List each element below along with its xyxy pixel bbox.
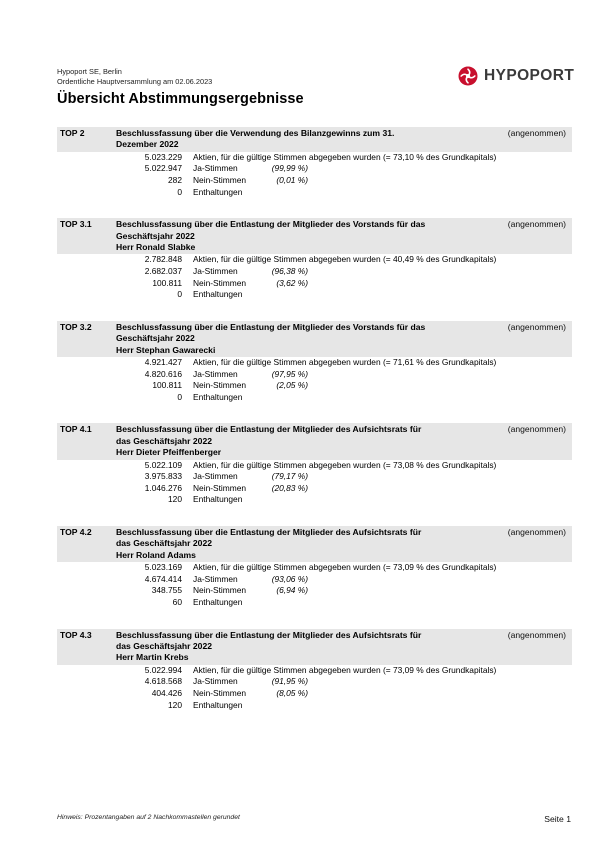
agenda-item-title-line: Beschlussfassung über die Entlastung der Mitglieder des Vorstands für das [116,321,426,332]
meeting-name: Ordentliche Hauptversammlung am 02.06.2023 [57,76,213,86]
vote-count: 5.023.229 [144,151,182,162]
vote-label: Enthaltungen [193,289,243,300]
vote-row [57,483,572,495]
company-name: Hypoport SE, Berlin [57,67,122,76]
agenda-item-header [57,321,572,357]
vote-count: 120 [168,699,182,710]
vote-row [57,175,572,187]
agenda-item-title [116,527,498,561]
vote-label: Aktien, für die gültige Stimmen abgegeben wurden (= 73,08 % des Grundkapitals) [193,459,497,470]
agenda-item-status: (angenommen) [507,219,566,230]
logo-mark-icon [458,66,478,86]
agenda-item [57,321,572,404]
vote-count: 5.022.109 [144,459,182,470]
vote-rows [57,152,572,198]
page-title: Übersicht Abstimmungsergebnisse [57,91,304,107]
agenda-item-title-line: Beschlussfassung über die Entlastung der Mitglieder des Aufsichtsrats für [116,526,422,537]
agenda-item-title-line: Herr Martin Krebs [116,652,189,663]
agenda-item [57,526,572,609]
vote-row [57,392,572,404]
voting-results-list [57,127,572,731]
agenda-item-title [116,322,498,356]
vote-count: 2.782.848 [144,254,182,265]
vote-count: 4.674.414 [144,573,182,584]
vote-row [57,369,572,381]
agenda-item-header [57,127,572,152]
agenda-item-title-line: das Geschäftsjahr 2022 [116,538,213,549]
vote-percentage: (20,83 %) [271,482,308,493]
vote-row [57,266,572,278]
page-number: Seite 1 [544,814,571,824]
vote-label: Ja-Stimmen [193,368,238,379]
vote-row [57,460,572,472]
agenda-item [57,423,572,506]
vote-percentage: (91,95 %) [271,676,308,687]
vote-row [57,380,572,392]
agenda-item-title-line: Beschlussfassung über die Verwendung des Bilanzgewinns zum 31. [116,128,395,138]
vote-count: 348.755 [151,585,182,596]
agenda-item-header [57,218,572,254]
vote-percentage: (3,62 %) [276,277,308,288]
vote-row [57,688,572,700]
vote-percentage: (99,99 %) [271,163,308,174]
vote-count: 0 [177,186,182,197]
agenda-item-header [57,629,572,665]
vote-label: Aktien, für die gültige Stimmen abgegeben wurden (= 73,10 % des Grundkapitals) [193,151,497,162]
hypoport-logo [458,66,574,86]
agenda-item-title-line: Herr Dieter Pfeiffenberger [116,447,222,458]
vote-label: Aktien, für die gültige Stimmen abgegeben wurden (= 73,09 % des Grundkapitals) [193,562,497,573]
agenda-item-header [57,423,572,459]
vote-row [57,471,572,483]
agenda-item [57,127,572,198]
vote-label: Enthaltungen [193,186,243,197]
agenda-item-status: (angenommen) [507,128,566,138]
agenda-item-number: TOP 3.1 [60,219,92,230]
vote-row [57,163,572,175]
vote-count: 1.046.276 [144,482,182,493]
agenda-item-title [116,424,498,458]
agenda-item-number: TOP 2 [60,128,85,138]
vote-label: Nein-Stimmen [193,277,247,288]
vote-count: 4.921.427 [144,357,182,367]
agenda-item-title-line: Herr Roland Adams [116,549,196,560]
vote-row [57,357,572,369]
agenda-item-title-line: das Geschäftsjahr 2022 [116,435,213,446]
vote-label: Ja-Stimmen [193,676,238,687]
vote-rows [57,357,572,403]
vote-count: 4.618.568 [144,676,182,687]
agenda-item-status: (angenommen) [507,321,566,332]
vote-row [57,676,572,688]
vote-percentage: (6,94 %) [276,585,308,596]
vote-row [57,254,572,266]
vote-percentage: (8,05 %) [276,687,308,698]
vote-count: 4.820.616 [144,368,182,379]
vote-row [57,700,572,712]
vote-label: Ja-Stimmen [193,266,238,276]
vote-count: 282 [168,175,182,185]
vote-label: Aktien, für die gültige Stimmen abgegeben wurden (= 40,49 % des Grundkapitals) [193,254,497,265]
agenda-item [57,218,572,301]
agenda-item-title-line: Beschlussfassung über die Entlastung der Mitglieder des Vorstands für das [116,219,426,230]
agenda-item-number: TOP 4.3 [60,629,92,640]
vote-row [57,278,572,290]
agenda-item-title-line: Geschäftsjahr 2022 [116,230,195,241]
vote-rows [57,665,572,711]
document-header [57,67,212,86]
agenda-item-title-line: das Geschäftsjahr 2022 [116,640,213,651]
vote-count: 60 [172,596,182,607]
vote-row [57,562,572,574]
vote-row [57,665,572,677]
vote-label: Nein-Stimmen [193,482,247,493]
vote-percentage: (97,95 %) [271,368,308,379]
agenda-item-title [116,219,498,253]
vote-percentage: (0,01 %) [276,175,308,185]
vote-count: 100.811 [152,277,182,288]
vote-count: 5.022.947 [144,163,182,174]
vote-percentage: (79,17 %) [271,471,308,482]
vote-label: Enthaltungen [193,494,243,505]
vote-percentage: (2,05 %) [276,380,308,391]
agenda-item-number: TOP 4.1 [60,424,92,435]
agenda-item-title-line: Herr Ronald Slabke [116,242,196,252]
vote-row [57,152,572,164]
vote-rows [57,254,572,300]
agenda-item-title-line: Beschlussfassung über die Entlastung der Mitglieder des Aufsichtsrats für [116,424,422,435]
vote-label: Enthaltungen [193,596,243,607]
vote-label: Ja-Stimmen [193,471,238,482]
vote-row [57,494,572,506]
vote-label: Ja-Stimmen [193,573,238,584]
vote-row [57,585,572,597]
footnote: Hinweis: Prozentangaben auf 2 Nachkommastellen gerundet [57,814,240,821]
vote-percentage: (93,06 %) [271,573,308,584]
vote-count: 0 [177,391,182,402]
vote-label: Aktien, für die gültige Stimmen abgegeben wurden (= 71,61 % des Grundkapitals) [193,357,497,367]
vote-count: 0 [177,289,182,300]
vote-row [57,574,572,586]
vote-row [57,289,572,301]
agenda-item-title-line: Herr Stephan Gawarecki [116,344,216,355]
vote-count: 2.682.037 [144,266,182,276]
agenda-item-status: (angenommen) [507,526,566,537]
agenda-item-title [116,128,498,151]
agenda-item-title-line: Beschlussfassung über die Entlastung der Mitglieder des Aufsichtsrats für [116,629,422,640]
vote-label: Ja-Stimmen [193,163,238,174]
agenda-item-header [57,526,572,562]
agenda-item-number: TOP 4.2 [60,526,92,537]
logo-wordmark: HYPOPORT [484,67,575,84]
vote-row [57,187,572,199]
vote-label: Nein-Stimmen [193,585,247,596]
agenda-item-title [116,630,498,664]
agenda-item-title-line: Dezember 2022 [116,139,179,150]
agenda-item [57,629,572,712]
vote-label: Nein-Stimmen [193,380,247,391]
vote-count: 100.811 [152,380,182,391]
vote-label: Enthaltungen [193,699,243,710]
agenda-item-status: (angenommen) [507,629,566,640]
vote-label: Nein-Stimmen [193,687,247,698]
vote-label: Aktien, für die gültige Stimmen abgegeben wurden (= 73,09 % des Grundkapitals) [193,664,497,675]
vote-percentage: (96,38 %) [271,266,308,276]
vote-rows [57,562,572,608]
agenda-item-title-line: Geschäftsjahr 2022 [116,333,195,344]
vote-row [57,597,572,609]
vote-count: 404.426 [151,687,182,698]
vote-count: 5.022.994 [144,664,182,675]
vote-label: Nein-Stimmen [193,175,247,185]
agenda-item-number: TOP 3.2 [60,321,92,332]
vote-count: 120 [168,494,182,505]
vote-label: Enthaltungen [193,391,243,402]
agenda-item-status: (angenommen) [507,424,566,435]
vote-count: 3.975.833 [144,471,182,482]
vote-count: 5.023.169 [144,562,182,573]
vote-rows [57,460,572,506]
